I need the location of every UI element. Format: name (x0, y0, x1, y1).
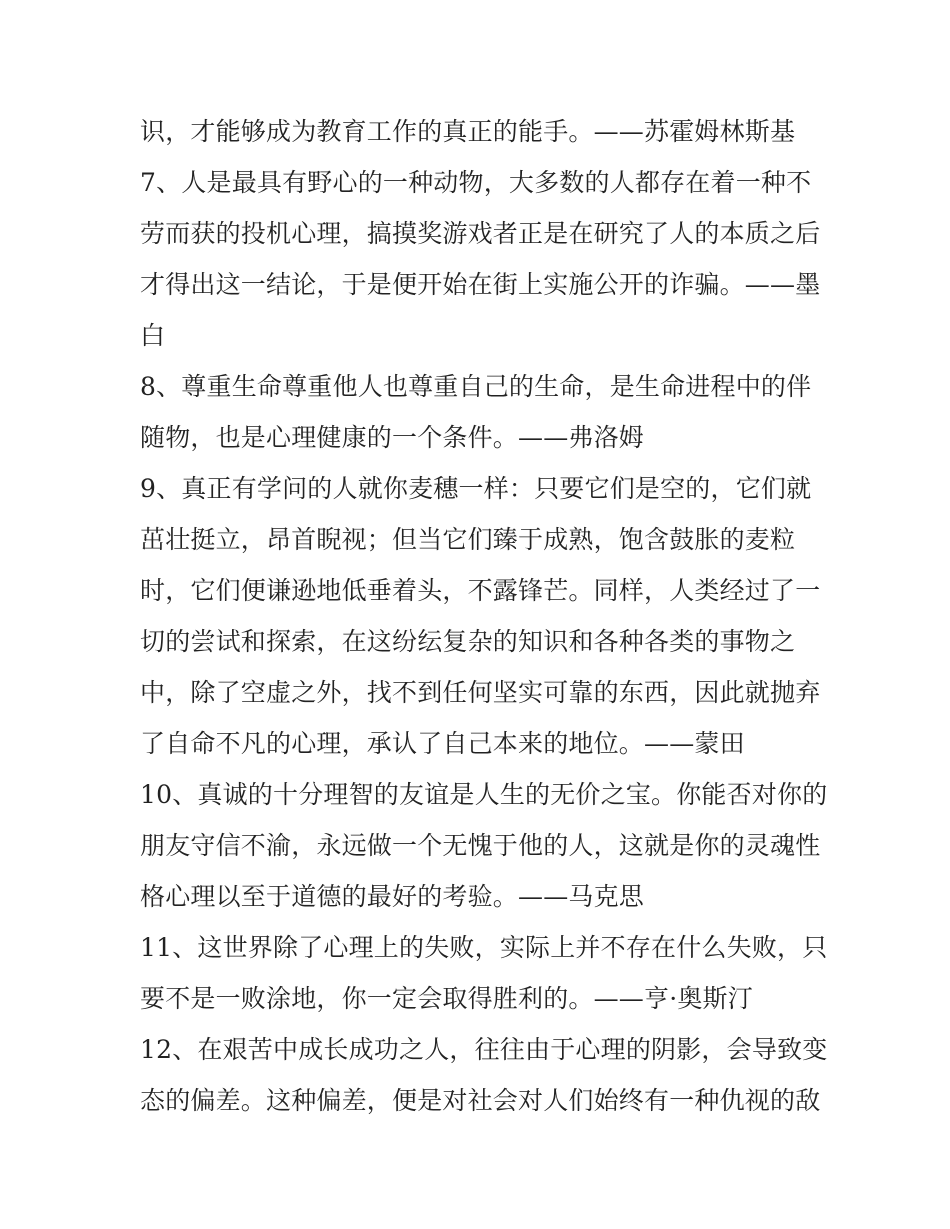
text-line: 茁壮挺立，昂首睨视；但当它们臻于成熟，饱含鼓胀的麦粒 (140, 525, 796, 554)
text-line: 切的尝试和探索，在这纷纭复杂的知识和各种各类的事物之 (140, 627, 796, 656)
text-line: 要不是一败涂地，你一定会取得胜利的。——亨·奥斯汀 (140, 984, 753, 1013)
text-line: 11、这世界除了心理上的失败，实际上并不存在什么失败，只 (140, 933, 828, 962)
text-line: 时，它们便谦逊地低垂着头，不露锋芒。同样，人类经过了一 (140, 576, 821, 605)
text-line: 了自命不凡的心理，承认了自己本来的地位。——蒙田 (140, 729, 745, 758)
text-line: 12、在艰苦中成长成功之人，往往由于心理的阴影，会导致变 (140, 1035, 828, 1064)
quote-text-block (140, 106, 828, 1126)
text-line: 朋友守信不渝，永远做一个无愧于他的人，这就是你的灵魂性 (140, 831, 821, 860)
text-line: 7、人是最具有野心的一种动物，大多数的人都存在着一种不 (140, 168, 812, 197)
text-line: 白 (140, 321, 166, 350)
text-line: 9、真正有学问的人就你麦穗一样：只要它们是空的，它们就 (140, 474, 812, 503)
text-line: 格心理以至于道德的最好的考验。——马克思 (140, 882, 645, 911)
text-line: 态的偏差。这种偏差，便是对社会对人们始终有一种仇视的敌 (140, 1086, 821, 1115)
text-line: 劳而获的投机心理，搞摸奖游戏者正是在研究了人的本质之后 (140, 219, 821, 248)
text-line: 10、真诚的十分理智的友谊是人生的无价之宝。你能否对你的 (140, 780, 828, 809)
text-line: 随物，也是心理健康的一个条件。——弗洛姆 (140, 423, 645, 452)
text-line: 才得出这一结论，于是便开始在街上实施公开的诈骗。——墨 (140, 270, 821, 299)
text-line: 中，除了空虚之外，找不到任何坚实可靠的东西，因此就抛弃 (140, 678, 821, 707)
text-line: 识，才能够成为教育工作的真正的能手。——苏霍姆林斯基 (140, 117, 796, 146)
text-line: 8、尊重生命尊重他人也尊重自己的生命，是生命进程中的伴 (140, 372, 812, 401)
